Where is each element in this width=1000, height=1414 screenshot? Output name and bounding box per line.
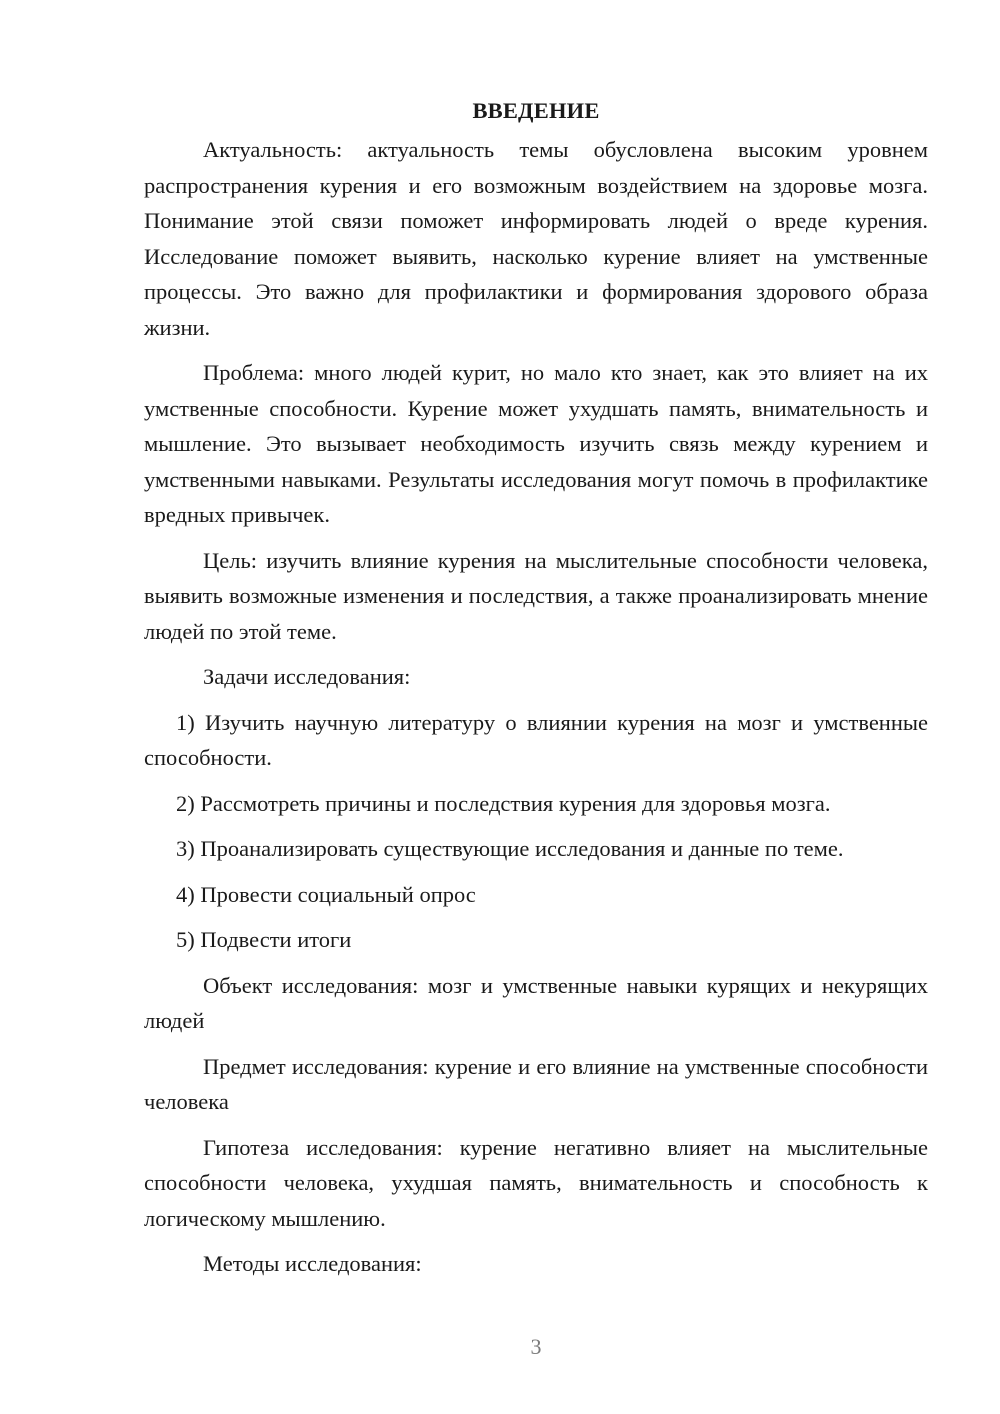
relevance-paragraph: Актуальность: актуальность темы обусловлена высоким уровнем распространения курения и его возможным воздействием на здоровье мозга. Понимание этой связи поможет информировать людей о вреде курения. Исследование поможет выявить, насколько курение влияет на умственные процессы. Это важно для профилактики и формирования здорового образа жизни. (144, 137, 928, 340)
object-paragraph: Объект исследования: мозг и умственные навыки курящих и некурящих людей (144, 972, 928, 1033)
methods-heading: Методы исследования: (203, 1251, 422, 1276)
document-body (144, 93, 928, 1292)
task-item-2: 2) Рассмотреть причины и последствия курения для здоровья мозга. (176, 790, 831, 816)
tasks-heading: Задачи исследования: (203, 664, 411, 689)
task-item-4: 4) Провести социальный опрос (176, 881, 476, 907)
task-item-5: 5) Подвести итоги (176, 927, 352, 952)
subject-paragraph: Предмет исследования: курение и его влияние на умственные способности человека (144, 1053, 928, 1114)
page-number: 3 (530, 1334, 542, 1359)
hypothesis-paragraph: Гипотеза исследования: курение негативно влияет на мыслительные способности человека, ухудшая память, внимательность и способность к логическому мышлению. (144, 1134, 928, 1231)
goal-paragraph: Цель: изучить влияние курения на мыслительные способности человека, выявить возможные изменения и последствия, а также проанализировать мнение людей по этой теме. (144, 547, 928, 644)
task-item-3: 3) Проанализировать существующие исследования и данные по теме. (176, 836, 844, 861)
problem-paragraph: Проблема: много людей курит, но мало кто знает, как это влияет на их умственные способности. Курение может ухудшать память, внимательность и мышление. Это вызывает необходимость изучить связь между курением и умственными навыками. Результаты исследования могут помочь в профилактике вредных привычек. (144, 360, 928, 527)
page-title: ВВЕДЕНИЕ (472, 98, 600, 123)
task-item-1: 1) Изучить научную литературу о влиянии курения на мозг и умственные способности. (144, 709, 928, 770)
